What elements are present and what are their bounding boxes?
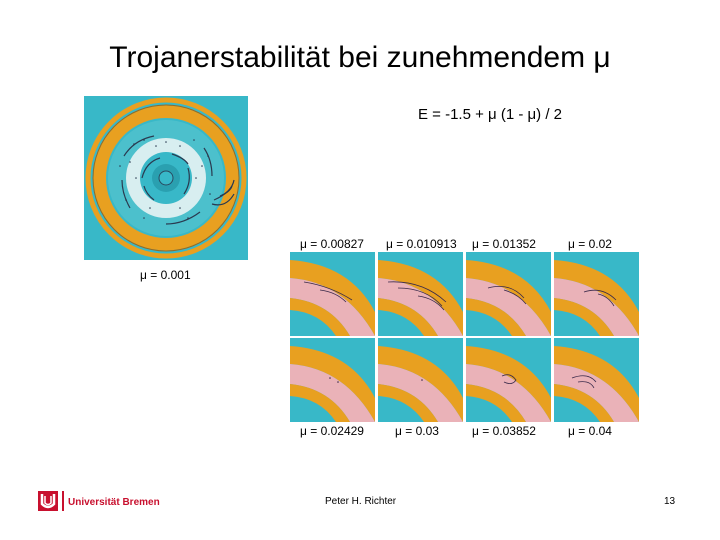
poincare-panel-6 — [378, 338, 463, 422]
main-poincare-section — [84, 96, 248, 260]
poincare-panel-3 — [466, 252, 551, 336]
panel-label-6: μ = 0.03 — [395, 424, 439, 438]
poincare-panel-2 — [378, 252, 463, 336]
university-logo — [38, 488, 162, 514]
energy-formula: E = -1.5 + μ (1 - μ) / 2 — [418, 106, 563, 123]
poincare-panel-7 — [466, 338, 551, 422]
panel-label-5: μ = 0.02429 — [300, 424, 364, 438]
footer-author: Peter H. Richter — [325, 496, 397, 507]
slide-title: Trojanerstabilität bei zunehmendem μ — [109, 41, 611, 74]
panel-label-1: μ = 0.00827 — [300, 237, 364, 251]
svg-text:Universität Bremen: Universität Bremen — [68, 497, 160, 508]
panel-label-3: μ = 0.01352 — [472, 237, 536, 251]
panel-label-4: μ = 0.02 — [568, 237, 612, 251]
poincare-panel-5 — [290, 338, 375, 422]
poincare-panel-8 — [554, 338, 639, 422]
page-number: 13 — [664, 496, 676, 507]
main-mu-label: μ = 0.001 — [140, 268, 191, 282]
poincare-panel-4 — [554, 252, 639, 336]
panel-label-8: μ = 0.04 — [568, 424, 612, 438]
panel-label-7: μ = 0.03852 — [472, 424, 536, 438]
poincare-panel-1 — [290, 252, 375, 336]
panel-label-2: μ = 0.010913 — [386, 237, 457, 251]
